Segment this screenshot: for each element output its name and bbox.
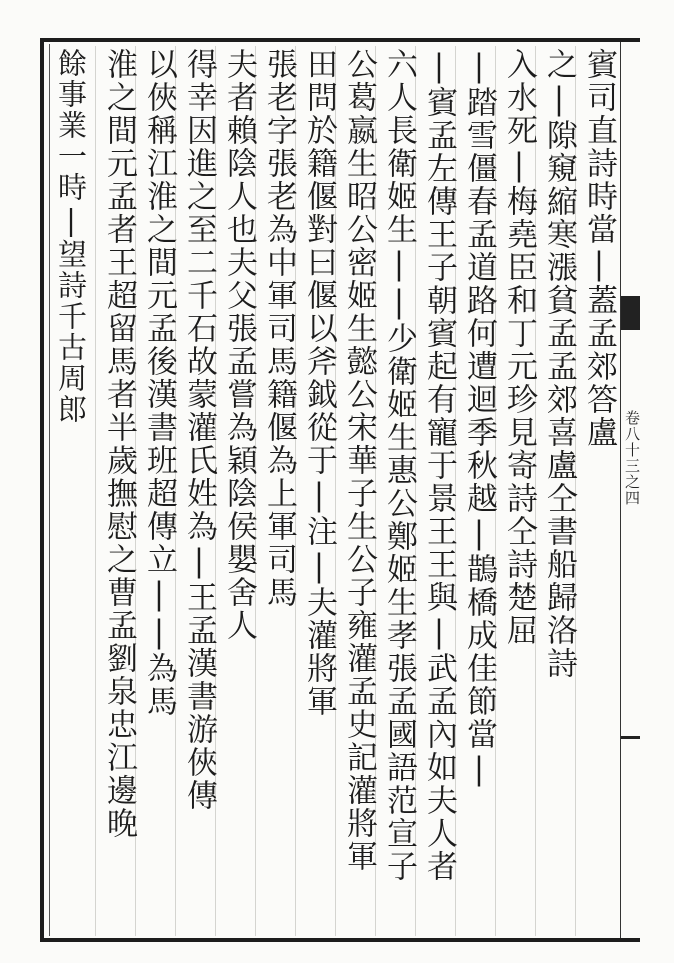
text-column: 之|隙窺縮寒漲貧孟孟郊喜盧仝書船歸洛詩 [541,48,577,680]
text-column: 張老字張老為中軍司馬籍偃為上軍司馬 [261,48,297,609]
text-column: |踏雪僵春孟道路何遭迴季秋越|鵲橋成佳節當| [461,48,497,789]
text-column: 田問於籍偃對曰偃以斧鉞從于|注|夫灌將軍 [301,48,337,718]
text-column: 公葛嬴生昭公密姬生懿公宋華子生公子雍灌孟史記灌將軍 [341,48,377,873]
text-column: 夫者賴陰人也夫父張孟嘗為穎陰侯嬰舍人 [221,48,257,642]
text-column: |賓孟左傳王子朝賓起有寵于景王王與|武孟內如夫人者 [421,48,457,883]
text-column: 六人長衛姬生||少衛姬生惠公鄭姬生孝張孟國語范宣子 [381,48,417,883]
column-divider [95,46,96,936]
text-column: 以俠稱江淮之間元孟後漢書班超傳立||為馬 [141,48,177,718]
fishtail-mark-lower [621,736,640,739]
text-column: 餘事業一時|望詩千古周郎 [54,48,88,425]
frame-border-bottom [40,938,640,942]
frame-border-left [40,38,44,942]
text-column: 淮之間元孟者王超留馬者半歲撫慰之曹孟劉泉忠江邊晚 [101,48,137,840]
text-column: 得幸因進之至二千石故蒙灌氏姓為|王孟漢書游俠傳 [181,48,217,812]
frame-inner-rule [49,44,50,936]
fishtail-mark [621,296,640,330]
frame-border-top [40,38,640,42]
text-column: 入水死|梅堯臣和丁元珍見寄詩仝詩楚屈 [501,48,537,647]
text-column: 賓司直詩時當|蓋孟郊答盧 [581,48,617,449]
margin-title: 卷八十三之四 [623,410,641,506]
